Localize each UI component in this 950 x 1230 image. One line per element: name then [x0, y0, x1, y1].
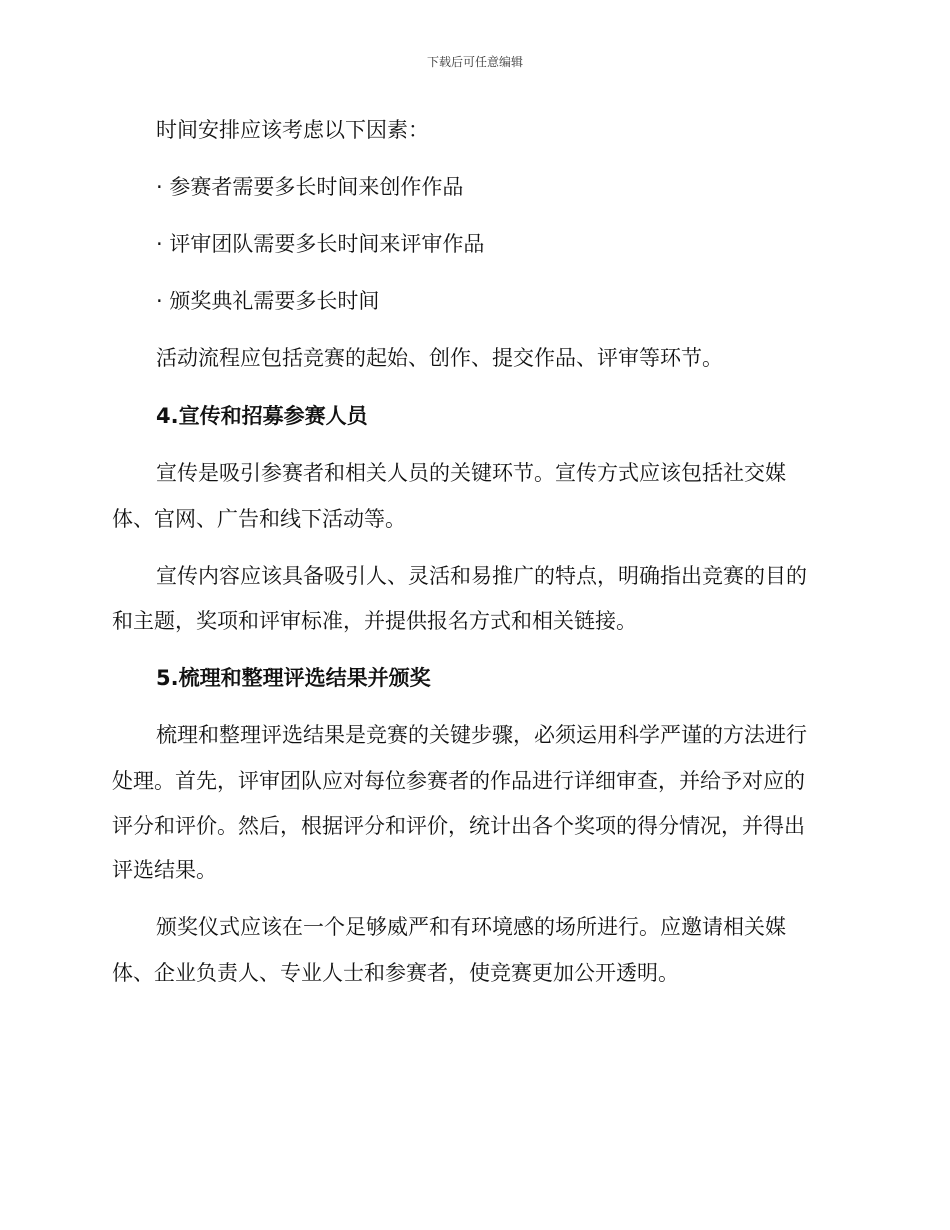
bullet-item: · 评审团队需要多长时间来评审作品	[156, 232, 485, 256]
paragraph-line: 宣传内容应该具备吸引人、灵活和易推广的特点，明确指出竞赛的目的	[156, 564, 807, 588]
paragraph-line: 时间安排应该考虑以下因素：	[156, 118, 429, 142]
paragraph-line: 体、企业负责人、专业人士和参赛者，使竞赛更加公开透明。	[112, 961, 679, 985]
section-heading: 4.宣传和招募参赛人员	[156, 404, 368, 428]
page-header: 下载后可任意编辑	[426, 55, 523, 69]
paragraph-line: 宣传是吸引参赛者和相关人员的关键环节。宣传方式应该包括社交媒	[156, 461, 786, 485]
paragraph-line: 梳理和整理评选结果是竞赛的关键步骤，必须运用科学严谨的方法进行	[156, 723, 807, 747]
bullet-item: · 参赛者需要多长时间来创作作品	[156, 175, 464, 199]
paragraph-line: 处理。首先，评审团队应对每位参赛者的作品进行详细审查，并给予对应的	[112, 769, 805, 793]
paragraph-line: 评选结果。	[112, 858, 217, 882]
paragraph-line: 体、官网、广告和线下活动等。	[112, 507, 406, 531]
paragraph-line: 活动流程应包括竞赛的起始、创作、提交作品、评审等环节。	[156, 346, 723, 370]
section-heading: 5.梳理和整理评选结果并颁奖	[156, 666, 431, 690]
paragraph-line: 评分和评价。然后，根据评分和评价，统计出各个奖项的得分情况，并得出	[112, 814, 805, 838]
bullet-item: · 颁奖典礼需要多长时间	[156, 289, 380, 313]
paragraph-line: 和主题，奖项和评审标准，并提供报名方式和相关链接。	[112, 609, 637, 633]
paragraph-line: 颁奖仪式应该在一个足够威严和有环境感的场所进行。应邀请相关媒	[156, 915, 786, 939]
